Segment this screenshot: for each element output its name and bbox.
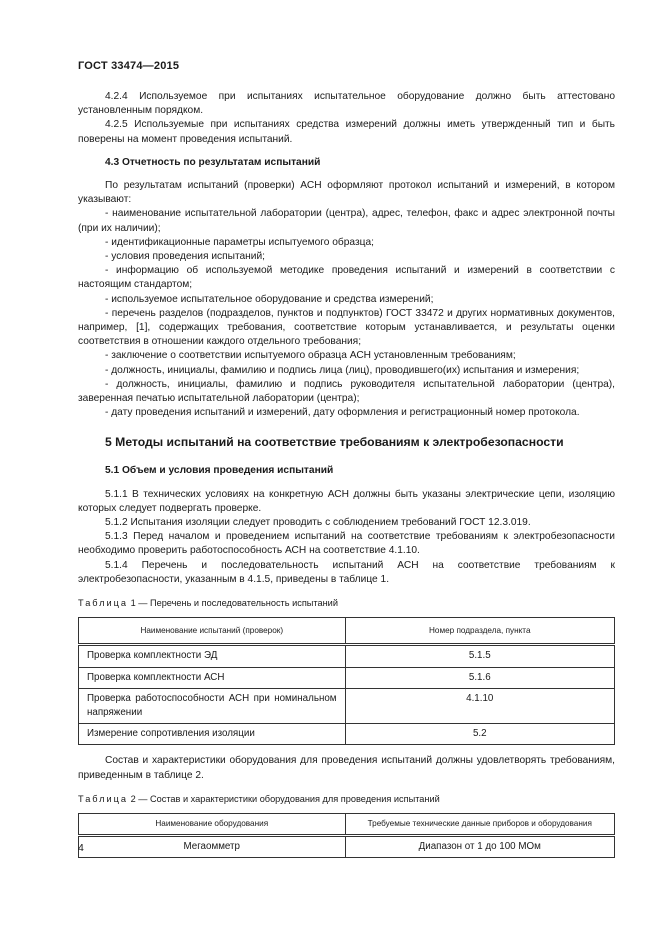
heading-5-1: 5.1 Объем и условия проведения испытаний bbox=[105, 465, 334, 477]
list-item: - наименование испытательной лаборатории (центра), адрес, телефон, факс и адрес электронной почты (при их наличии); bbox=[78, 208, 615, 234]
paragraph-5-1-1: 5.1.1 В технических условиях на конкретную АСН должны быть указаны электрические цепи, изоляцию которых следует подвергать проверке. bbox=[78, 488, 615, 514]
paragraph-5-1-2: 5.1.2 Испытания изоляции следует проводить с соблюдением требований ГОСТ 12.3.019. bbox=[105, 517, 531, 529]
list-item: - перечень разделов (подразделов, пунктов и подпунктов) ГОСТ 33472 и других нормативных документов, например, [1], содержащих требования, соответствие которым устанавливается, и результаты оценки соответствия в отношении каждого отдельного требования; bbox=[78, 307, 615, 348]
table1-cell: 5.2 bbox=[345, 724, 614, 745]
page-content bbox=[78, 90, 615, 858]
table-row bbox=[79, 645, 615, 667]
table2-caption-prefix: Таблица bbox=[78, 793, 129, 804]
table1-cell: Измерение сопротивления изоляции bbox=[79, 724, 346, 745]
list-item: - заключение о соответствии испытуемого образца АСН установленным требованиям; bbox=[105, 350, 516, 362]
table-row bbox=[79, 724, 615, 745]
table1-caption-prefix: Таблица bbox=[78, 598, 129, 609]
table1-caption bbox=[78, 596, 615, 610]
table2-cell: Мегаомметр bbox=[79, 836, 346, 858]
list-item: - должность, инициалы, фамилию и подпись руководителя испытательной лаборатории (центра), заверенная печатью испытательной лаборатории (центра); bbox=[78, 378, 615, 405]
table1-cell: 5.1.6 bbox=[345, 667, 614, 688]
table1-cell: 5.1.5 bbox=[345, 645, 614, 667]
list-item: - информацию об используемой методике проведения испытаний и измерений в соответствии с настоящим стандартом; bbox=[78, 265, 615, 291]
table2-caption-text: 2 — Состав и характеристики оборудования для проведения испытаний bbox=[128, 793, 440, 804]
standard-header: ГОСТ 33474—2015 bbox=[78, 60, 180, 72]
list-item: - должность, инициалы, фамилию и подпись лица (лиц), проводившего(их) испытания и измерения; bbox=[105, 364, 580, 376]
table2-header-specs: Требуемые технические данные приборов и оборудования bbox=[345, 813, 615, 835]
table2-caption bbox=[78, 792, 615, 806]
table1-header-row bbox=[79, 618, 615, 645]
table-1 bbox=[78, 617, 615, 745]
table-row bbox=[79, 688, 615, 723]
table1-caption-text: 1 — Перечень и последовательность испытаний bbox=[128, 598, 338, 609]
paragraph-4-3-intro: По результатам испытаний (проверки) АСН оформляют протокол испытаний и измерений, в котором указывают: bbox=[78, 180, 615, 206]
page-number: 4 bbox=[78, 842, 84, 854]
table2-header-row bbox=[79, 813, 615, 835]
table-row bbox=[79, 836, 615, 858]
table2-header-equipment: Наименование оборудования bbox=[79, 813, 346, 835]
table1-cell: Проверка комплектности ЭД bbox=[79, 645, 346, 667]
table1-cell: Проверка комплектности АСН bbox=[79, 667, 346, 688]
list-item: - идентификационные параметры испытуемого образца; bbox=[105, 236, 374, 248]
table2-cell: Диапазон от 1 до 100 МОм bbox=[345, 836, 615, 858]
list-item: - дату проведения испытаний и измерений, дату оформления и регистрационный номер протокола. bbox=[105, 407, 580, 419]
table1-cell: 4.1.10 bbox=[345, 688, 614, 723]
list-item: - используемое испытательное оборудование и средства измерений; bbox=[105, 293, 434, 305]
list-item: - условия проведения испытаний; bbox=[105, 251, 266, 263]
paragraph-5-1-4: 5.1.4 Перечень и последовательность испытаний АСН на соответствие требованиям к электробезопасности, указанным в 4.1.5, приведены в таблице 1. bbox=[78, 559, 615, 585]
paragraph-4-2-5: 4.2.5 Используемые при испытаниях средства измерений должны иметь утвержденный тип и быть поверены на момент проведения испытаний. bbox=[78, 119, 615, 145]
paragraph-5-1-3: 5.1.3 Перед началом и проведением испытаний на соответствие требованиям к электробезопасности необходимо проверить работоспособность АСН на соответствие 4.1.10. bbox=[78, 531, 615, 557]
heading-4-3: 4.3 Отчетность по результатам испытаний bbox=[105, 156, 321, 168]
table1-header-name: Наименование испытаний (проверок) bbox=[79, 618, 346, 645]
table-2 bbox=[78, 813, 615, 858]
paragraph-4-2-4: 4.2.4 Используемое при испытаниях испытательное оборудование должно быть аттестовано установленным порядком. bbox=[78, 91, 615, 117]
table1-cell: Проверка работоспособности АСН при номинальном напряжении bbox=[79, 688, 346, 723]
table-row bbox=[79, 667, 615, 688]
paragraph-after-table1: Состав и характеристики оборудования для проведения испытаний должны удовлетворять требованиям, приведенным в таблице 2. bbox=[78, 755, 615, 781]
table1-header-number: Номер подраздела, пункта bbox=[345, 618, 614, 645]
heading-section-5: 5 Методы испытаний на соответствие требованиям к электробезопасности bbox=[105, 435, 564, 450]
